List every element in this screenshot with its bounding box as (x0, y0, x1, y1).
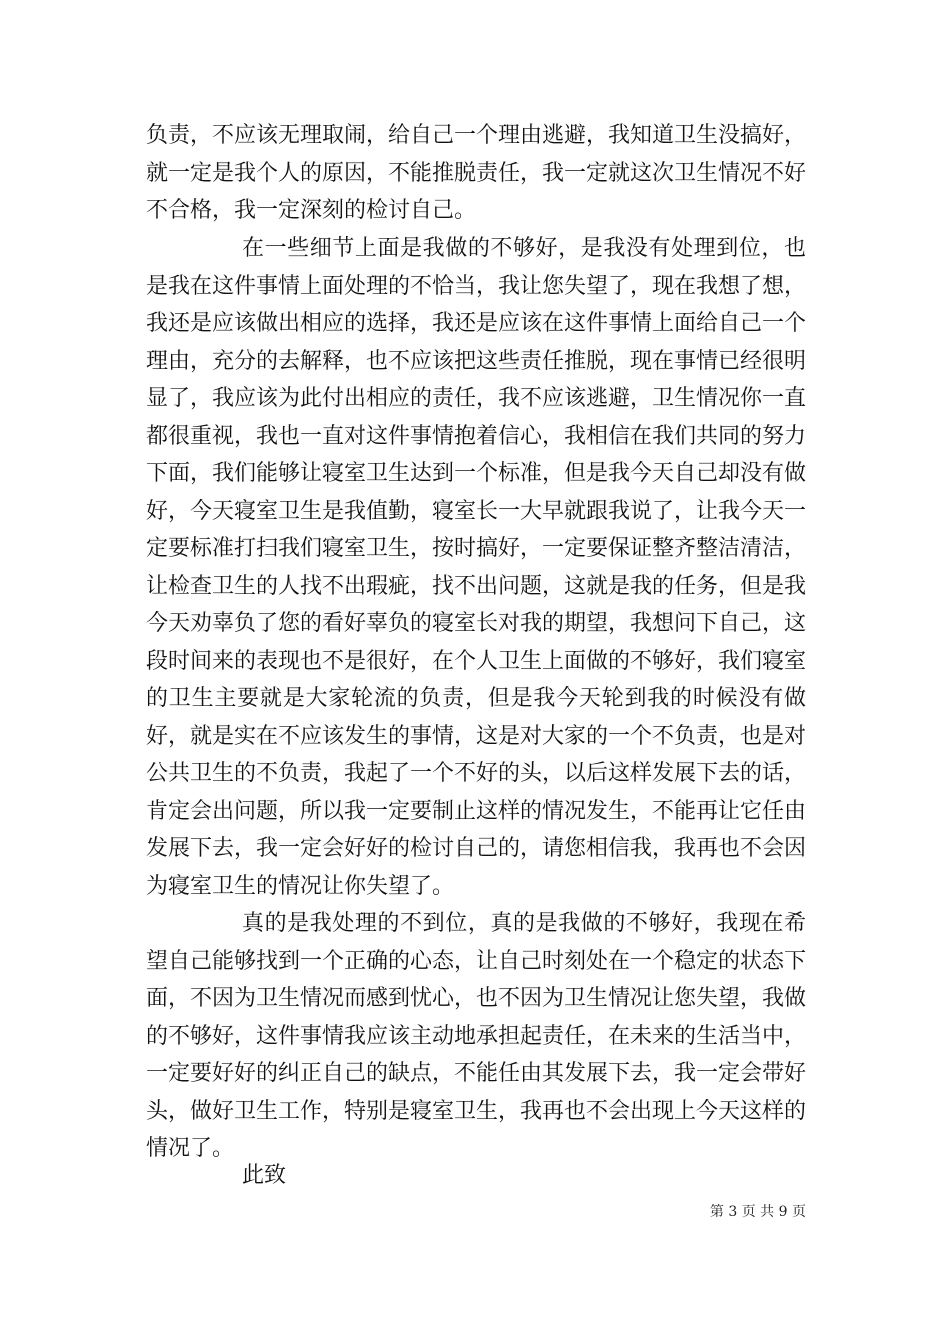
paragraph-body: 在一些细节上面是我做的不够好，是我没有处理到位，也是我在这件事情上面处理的不恰当，我让您失望了，现在我想了想，我还是应该做出相应的选择，我还是应该在这件事情上面给自己一个理由，充分的去解释，也不应该把这些责任推脱，现在事情已经很明显了，我应该为此付出相应的责任，我不应该逃避，卫生情况你一直都很重视，我也一直对这件事情抱着信心，我相信在我们共同的努力下面，我们能够让寝室卫生达到一个标准，但是我今天自己却没有做好，今天寝室卫生是我值勤，寝室长一大早就跟我说了，让我今天一定要标准打扫我们寝室卫生，按时搞好，一定要保证整齐整洁清洁，让检查卫生的人找不出瑕疵，找不出问题，这就是我的任务，但是我今天劝辜负了您的看好辜负的寝室长对我的期望，我想问下自己，这段时间来的表现也不是很好，在个人卫生上面做的不够好，我们寝室的卫生主要就是大家轮流的负责，但是我今天轮到我的时候没有做好，就是实在不应该发生的事情，这是对大家的一个不负责，也是对公共卫生的不负责，我起了一个不好的头，以后这样发展下去的话，肯定会出问题，所以我一定要制止这样的情况发生，不能再让它任由发展下去，我一定会好好的检讨自己的，请您相信我，我再也不会因为寝室卫生的情况让你失望了。 (146, 236, 807, 899)
paragraph-conclusion: 真的是我处理的不到位，真的是我做的不够好，我现在希望自己能够找到一个正确的心态，让自己时刻处在一个稳定的状态下面，不因为卫生情况而感到忧心，也不因为卫生情况让您失望，我做的不够好，这件事情我应该主动地承担起责任，在未来的生活当中，一定要好好的纠正自己的缺点，不能任由其发展下去，我一定会带好头，做好卫生工作，特别是寝室卫生，我再也不会出现上今天这样的情况了。 (146, 911, 807, 1161)
closing-salutation: 此致 (242, 1163, 287, 1188)
paragraph-continuation: 负责，不应该无理取闹，给自己一个理由逃避，我知道卫生没搞好，就一定是我个人的原因，不能推脱责任，我一定就这次卫生情况不好不合格，我一定深刻的检讨自己。 (146, 123, 807, 223)
page-number-footer: 第 3 页 共 9 页 (709, 1204, 806, 1220)
